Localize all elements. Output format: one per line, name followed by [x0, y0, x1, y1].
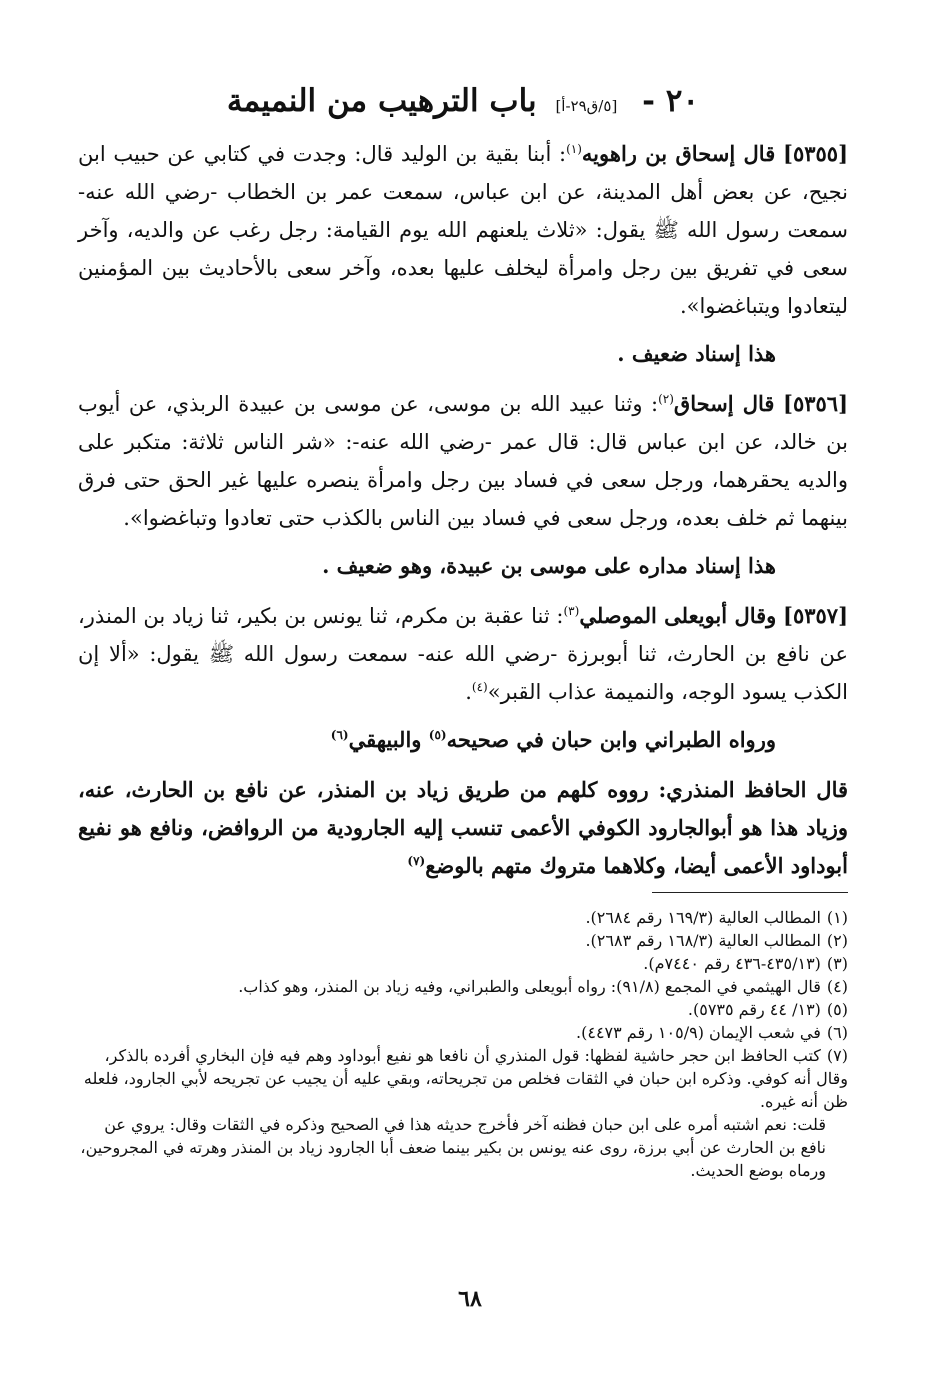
hadith-5356 — [78, 385, 848, 537]
hadith-5355 — [78, 135, 848, 325]
footnote-item — [78, 1044, 848, 1113]
isnad-note: هذا إسناد ضعيف . — [617, 341, 776, 366]
hadith-5357 — [78, 597, 848, 711]
chapter-title: باب الترهيب من النميمة — [226, 83, 537, 119]
footnote-number: (٣) — [826, 954, 848, 973]
footnote-ref: (٦) — [330, 728, 349, 742]
footnote-text: (١٣/ ٤٤ رقم ٥٧٣٥). — [687, 1000, 821, 1019]
footnote-item — [78, 975, 848, 998]
footnote-ref: (٧) — [407, 854, 426, 868]
footnote-ref: (٣) — [563, 604, 580, 618]
footnote-number: (٤) — [826, 977, 848, 996]
hadith-text: : وثنا عبيد الله بن موسى، عن موسى بن عبيدة الربذي، عن أيوب بن خالد، عن ابن عباس قال: قال عمر -رضي الله عنه-: «شر الناس ثلاثة: متكبر على والديه يحقرهما، ورجل سعى في فساد بين رجل وامرأة ينصره عليها غير الحق حتى فرق بينهما ثم خلف بعده، ورجل سعى في فساد بين الناس بالكذب حتى تعادوا وتباغضوا». — [78, 392, 848, 530]
hadith-id: [٥٣٥٧] — [783, 603, 848, 628]
manuscript-ref: [٥/ق٢٩-أ] — [555, 97, 618, 115]
footnote-item — [78, 906, 848, 929]
footnote-text: المطالب العالية (١٦٩/٣ رقم ٢٦٨٤). — [585, 908, 821, 927]
footnote-ref: (١) — [566, 142, 582, 156]
page-number: ٦٨ — [458, 1286, 482, 1312]
mundhiri-text: قال الحافظ المنذري: رووه كلهم من طريق زياد بن المنذر، عن نافع بن الحارث، عنه، وزياد هذا هو أبوالجارود الكوفي الأعمى تنسب إليه الجارودية من الروافض، ونافع هو نفيع أبوداود الأعمى أيضا، وكلاهما متروك متهم بالوضع — [78, 777, 848, 878]
footnote-item — [78, 998, 848, 1021]
hadith-text: : ثنا عقبة بن مكرم، ثنا يونس بن بكير، ثنا زياد بن المنذر، عن نافع بن الحارث، ثنا أبوبرزة -رضي الله عنه- سمعت رسول الله ﷺ يقول: «ألا إن الكذب يسود الوجه، والنميمة عذاب القبر» — [78, 604, 848, 704]
hadith-text: : أبنا بقية بن الوليد قال: وجدت في كتابي عن حبيب ابن نجيح، عن بعض أهل المدينة، عن ابن عباس، سمعت عمر بن الخطاب -رضي الله عنه- سمعت رسول الله ﷺ يقول: «ثلاث يلعنهم الله يوم القيامة: رجل رغب عن والديه، وآخر سعى في تفريق بين رجل وامرأة ليخلف عليها بعده، وآخر سعى بالأحاديث بين المؤمنين ليتعادوا ويتباغضوا». — [78, 142, 848, 318]
footnote-number: (٦) — [826, 1023, 848, 1042]
narration-part1: ورواه الطبراني وابن حبان في صحيحه — [446, 727, 776, 752]
mundhiri-comment — [78, 771, 848, 885]
footnote-separator — [652, 892, 848, 893]
footnote-continuation: قلت: نعم اشتبه أمره على ابن حبان فظنه آخر فأخرج حديثه هذا في الصحيح وذكره في الثقات وقال: يروي عن نافع بن الحارث عن أبي برزة، روى عنه يونس بن بكير بينما ضعف أبا الجارود زياد بن المنذر وهرته في المجروحين، ورماه بوضع الحديث. — [80, 1115, 826, 1180]
footnote-item — [78, 952, 848, 975]
footnote-item — [78, 1021, 848, 1044]
hadith-text-end: . — [465, 680, 472, 704]
hadith-id: [٥٣٥٦] — [783, 391, 848, 416]
narration-line — [78, 721, 848, 759]
footnote-item — [78, 929, 848, 952]
footnote-ref: (٤) — [471, 680, 488, 694]
footnotes — [78, 906, 848, 1182]
narration-part2: والبيهقي — [348, 727, 429, 752]
footnote-text: (٤٣٥/١٣-٤٣٦ رقم ٧٤٤٠م). — [643, 954, 821, 973]
hadith-speaker: وقال أبويعلى الموصلي — [579, 603, 777, 628]
footnote-number: (٢) — [826, 931, 848, 950]
hadith-speaker: قال إسحاق — [673, 391, 775, 416]
footnote-text: كتب الحافظ ابن حجر حاشية لفظها: قول المنذري أن نافعا هو نفيع أبوداود وهم فيه فإن البخاري أفرده بالذكر، وقال أنه كوفي. وذكره ابن حبان في الثقات فخلص من تجريحاته، وبقي عليه أن يجيب عن تجريحه لأبي الجارود، فلعله ظن أنه غيره. — [83, 1046, 848, 1111]
footnote-ref: (٢) — [658, 392, 674, 406]
footnote-text: قال الهيثمي في المجمع (٩١/٨): رواه أبويعلى والطبراني، وفيه زياد بن المنذر، وهو كذاب. — [238, 977, 821, 996]
isnad-note: هذا إسناد مداره على موسى بن عبيدة، وهو ضعيف . — [322, 553, 776, 578]
footnote-text: في شعب الإيمان (١٠٥/٩ رقم ٤٤٧٣). — [576, 1023, 821, 1042]
footnote-number: (١) — [826, 908, 848, 927]
footnote-number: (٥) — [826, 1000, 848, 1019]
hadith-speaker: قال إسحاق بن راهويه — [581, 141, 776, 166]
hadith-id: [٥٣٥٥] — [783, 141, 848, 166]
footnote-ref: (٥) — [428, 728, 447, 742]
chapter-number: ٢٠ - — [642, 83, 700, 119]
footnote-number: (٧) — [826, 1046, 848, 1065]
chapter-heading — [78, 78, 848, 129]
footnote-text: المطالب العالية (١٦٨/٣ رقم ٢٦٨٣). — [585, 931, 821, 950]
